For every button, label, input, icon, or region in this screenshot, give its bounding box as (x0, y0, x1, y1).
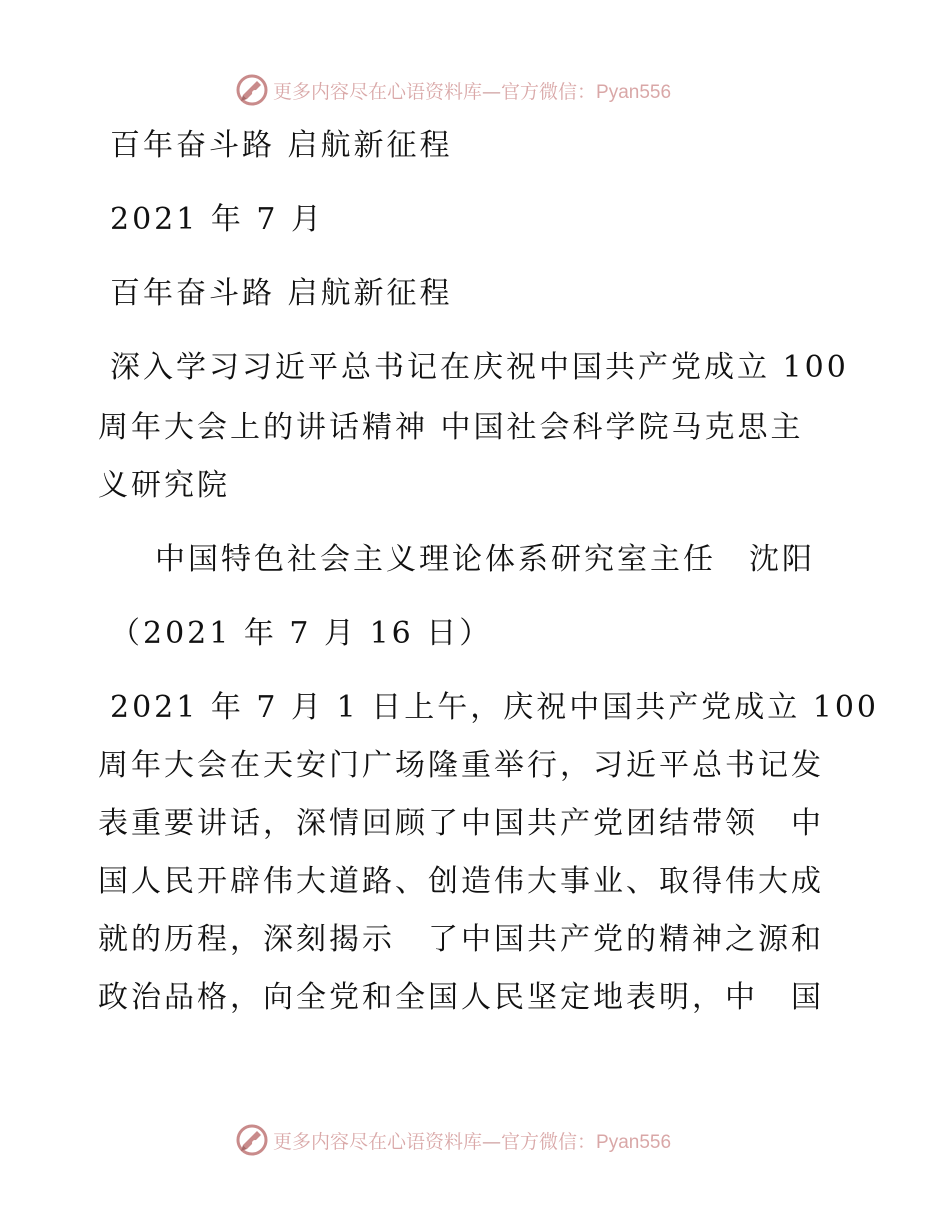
watermark-wechat-label: 官方微信： (501, 1130, 597, 1153)
subtitle-line: 义研究院 (98, 468, 230, 503)
paragraph-line: 表重要讲话，深情回顾了中国共产党团结带领 中 (98, 806, 824, 841)
watermark-text: 更多内容尽在心语资料库 (273, 80, 483, 103)
paragraph-line: 2021 年 7 月 1 日上午，庆祝中国共产党成立 100 (110, 690, 879, 725)
watermark-separator: — (482, 80, 502, 103)
watermark-wechat-label: 官方微信： (501, 80, 597, 103)
subtitle-line: 深入学习习近平总书记在庆祝中国共产党成立 100 (110, 350, 849, 385)
watermark-separator: — (482, 1130, 502, 1153)
paragraph-line: 就的历程，深刻揭示 了中国共产党的精神之源和 (98, 922, 824, 957)
paragraph-line: 政治品格，向全党和全国人民坚定地表明，中 国 (98, 980, 824, 1015)
doc-date: 2021 年 7 月 (110, 202, 325, 237)
pen-logo-icon (235, 73, 269, 107)
author-line: 中国特色社会主义理论体系研究室主任 沈阳 (155, 542, 815, 577)
paragraph-line: 周年大会在天安门广场隆重举行，习近平总书记发 (98, 748, 824, 783)
doc-title-repeat: 百年奋斗路 启航新征程 (110, 276, 453, 311)
author-date: （2021 年 7 月 16 日） (110, 616, 493, 651)
watermark-text: 更多内容尽在心语资料库 (273, 1130, 483, 1153)
paragraph-line: 国人民开辟伟大道路、创造伟大事业、取得伟大成 (98, 864, 824, 899)
pen-logo-icon (235, 1123, 269, 1157)
watermark-wechat-id: Pyan556 (596, 1131, 672, 1153)
watermark-wechat-id: Pyan556 (596, 81, 672, 103)
header-watermark (0, 70, 950, 110)
footer-watermark (0, 1120, 950, 1160)
doc-title: 百年奋斗路 启航新征程 (110, 128, 453, 163)
subtitle-line: 周年大会上的讲话精神 中国社会科学院马克思主 (98, 410, 804, 445)
